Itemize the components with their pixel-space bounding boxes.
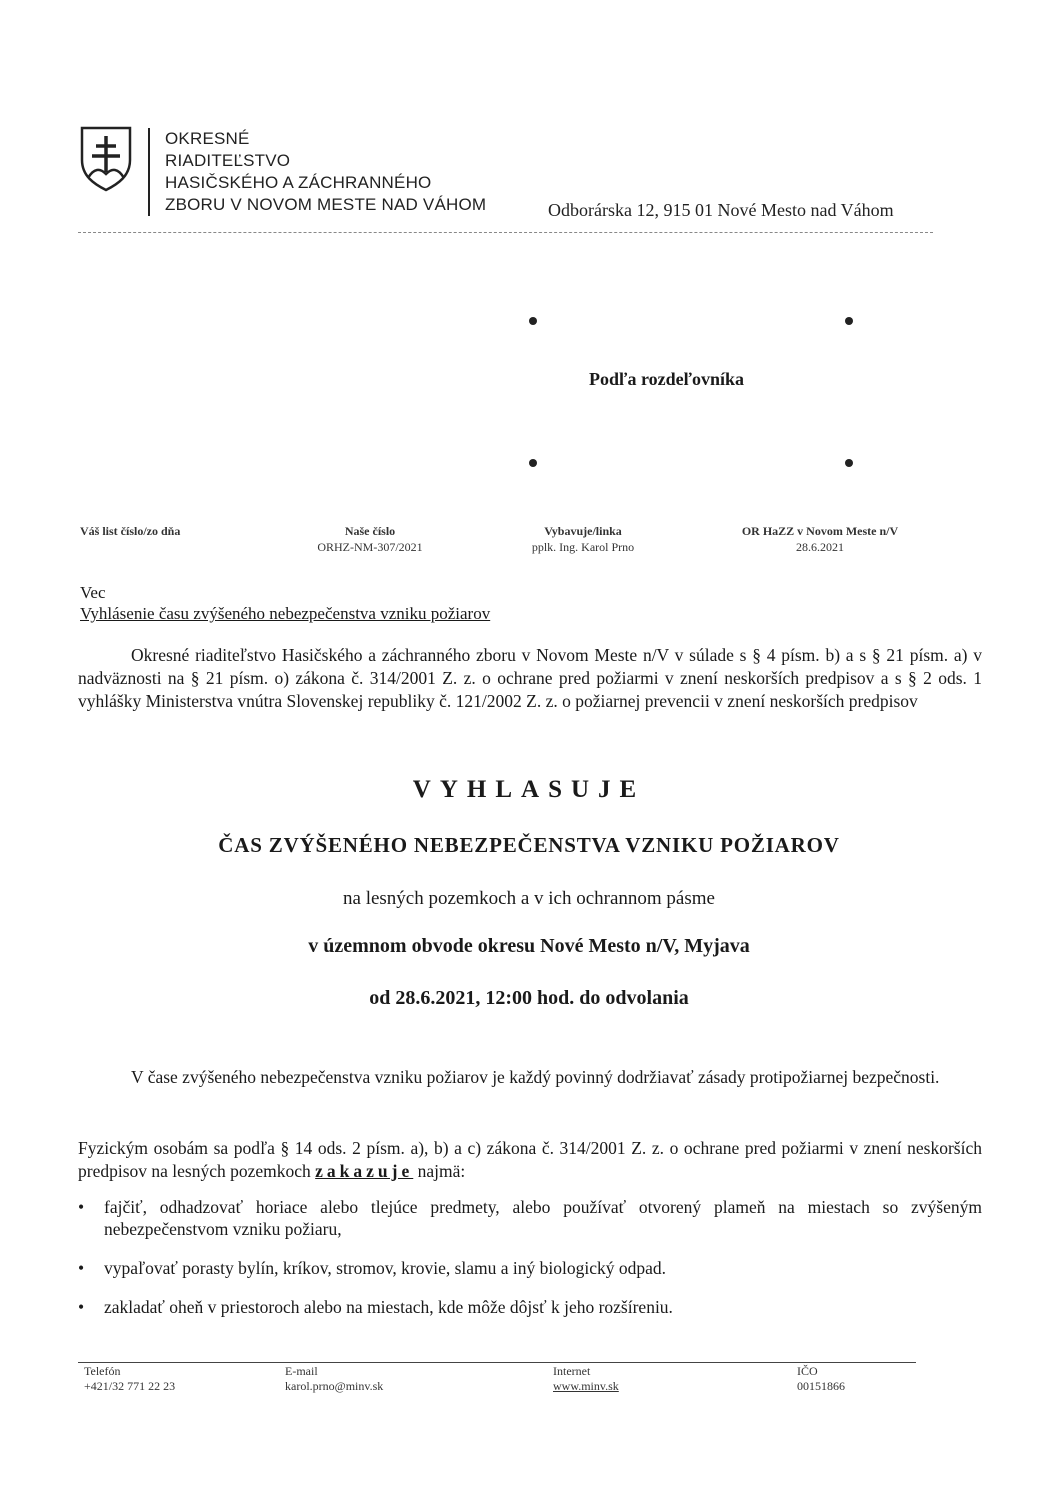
ref-handler bbox=[518, 523, 648, 555]
list-item-text: zakladať oheň v priestoroch alebo na miestach, kde môže dôjsť k jeho rozšíreniu. bbox=[104, 1297, 673, 1317]
footer-phone-value: +421/32 771 22 23 bbox=[84, 1379, 176, 1393]
subject-text: Vyhlásenie času zvýšeného nebezpečenstva vzniku požiarov bbox=[80, 604, 491, 623]
header-divider bbox=[148, 128, 150, 216]
ref-handler-value: pplk. Ing. Karol Prno bbox=[531, 540, 635, 554]
announcement-verb: VYHLASUJE bbox=[412, 776, 646, 803]
header-dashed-rule bbox=[78, 232, 933, 233]
address-corner-mark bbox=[845, 317, 853, 325]
duty-paragraph: V čase zvýšeného nebezpečenstva vzniku požiarov je každý povinný dodržiavať zásady protipožiarnej bezpečnosti. bbox=[131, 1067, 940, 1087]
org-address: Odborárska 12, 915 01 Nové Mesto nad Váhom bbox=[548, 200, 894, 220]
slovak-crest-icon bbox=[78, 124, 134, 192]
footer-ico bbox=[797, 1364, 845, 1394]
prohibition-tail: najmä: bbox=[417, 1161, 466, 1181]
address-corner-mark bbox=[529, 317, 537, 325]
address-corner-mark bbox=[845, 459, 853, 467]
ref-place-date-label: OR HaZZ v Novom Meste n/V bbox=[741, 524, 899, 538]
announcement-district: v územnom obvode okresu Nové Mesto n/V, Myjava bbox=[308, 935, 750, 957]
list-item-text: vypaľovať porasty bylín, kríkov, stromov, krovie, slamu a iný biologický odpad. bbox=[104, 1258, 667, 1278]
org-line: RIADITEĽSTVO bbox=[165, 151, 291, 170]
footer-phone bbox=[84, 1364, 175, 1394]
org-line: OKRESNÉ bbox=[165, 129, 250, 148]
intro-paragraph: Okresné riaditeľstvo Hasičského a záchranného zboru v Novom Meste n/V v súlade s § 4 písm. b) a s § 21 písm. a) v nadväznosti na § 21 písm. o) zákona č. 314/2001 Z. z. o ochrane pred požiarmi v znení neskorších predpisov a s § 2 ods. 1 vyhlášky Ministerstva vnútra Slovenskej republiky č. 121/2002 Z. z. o požiarnej prevencii v znení neskorších predpisov bbox=[78, 645, 982, 711]
announcement-period: od 28.6.2021, 12:00 hod. do odvolania bbox=[369, 987, 689, 1009]
footer-email-value[interactable]: karol.prno@minv.sk bbox=[285, 1379, 384, 1393]
ref-place-date bbox=[720, 523, 920, 555]
bullet-icon: • bbox=[78, 1297, 85, 1317]
address-corner-mark bbox=[529, 459, 537, 467]
announcement-title: ČAS ZVÝŠENÉHO NEBEZPEČENSTVA VZNIKU POŽIAROV bbox=[218, 833, 840, 857]
ref-your-letter bbox=[80, 523, 210, 539]
footer-ico-value: 00151866 bbox=[797, 1379, 845, 1393]
ref-your-letter-label: Váš list číslo/zo dňa bbox=[80, 524, 181, 538]
org-line: HASIČSKÉHO A ZÁCHRANNÉHO bbox=[165, 173, 432, 192]
ref-place-date-value: 28.6.2021 bbox=[796, 540, 844, 554]
ref-our-number-label: Naše číslo bbox=[344, 524, 396, 538]
footer-email-label: E-mail bbox=[285, 1364, 318, 1378]
footer-phone-label: Telefón bbox=[84, 1364, 121, 1378]
bullet-icon: • bbox=[78, 1258, 85, 1278]
ref-handler-label: Vybavuje/linka bbox=[544, 524, 622, 538]
org-line: ZBORU V NOVOM MESTE NAD VÁHOM bbox=[165, 195, 487, 214]
list-item-text: fajčiť, odhadzovať horiace alebo tlejúce predmety, alebo používať otvorený plameň na miestach so zvýšeným nebezpečenstvom vzniku požiaru, bbox=[104, 1197, 982, 1239]
footer-internet-value[interactable]: www.minv.sk bbox=[553, 1379, 619, 1393]
prohibition-list bbox=[78, 1196, 982, 1335]
footer-ico-label: IČO bbox=[797, 1364, 818, 1378]
footer-rule bbox=[78, 1362, 916, 1363]
prohibition-keyword: zakazuje bbox=[315, 1161, 414, 1181]
list-item bbox=[78, 1257, 982, 1279]
prohibition-paragraph bbox=[78, 1137, 982, 1183]
footer-internet bbox=[553, 1364, 619, 1394]
organization-name bbox=[165, 128, 486, 216]
ref-our-number bbox=[290, 523, 450, 555]
ref-our-number-value: ORHZ-NM-307/2021 bbox=[317, 540, 423, 554]
recipient: Podľa rozdeľovníka bbox=[589, 369, 745, 389]
list-item bbox=[78, 1296, 982, 1318]
announcement-scope: na lesných pozemkoch a v ich ochrannom pásme bbox=[343, 888, 715, 909]
footer-email bbox=[285, 1364, 383, 1394]
prohibition-lead: Fyzickým osobám sa podľa § 14 ods. 2 písm. a), b) a c) zákona č. 314/2001 Z. z. o ochrane pred požiarmi v znení neskorších predpisov na lesných pozemkoch bbox=[78, 1138, 982, 1181]
list-item bbox=[78, 1196, 982, 1240]
bullet-icon: • bbox=[78, 1197, 85, 1217]
footer-internet-label: Internet bbox=[553, 1364, 591, 1378]
subject-label: Vec bbox=[80, 583, 106, 602]
